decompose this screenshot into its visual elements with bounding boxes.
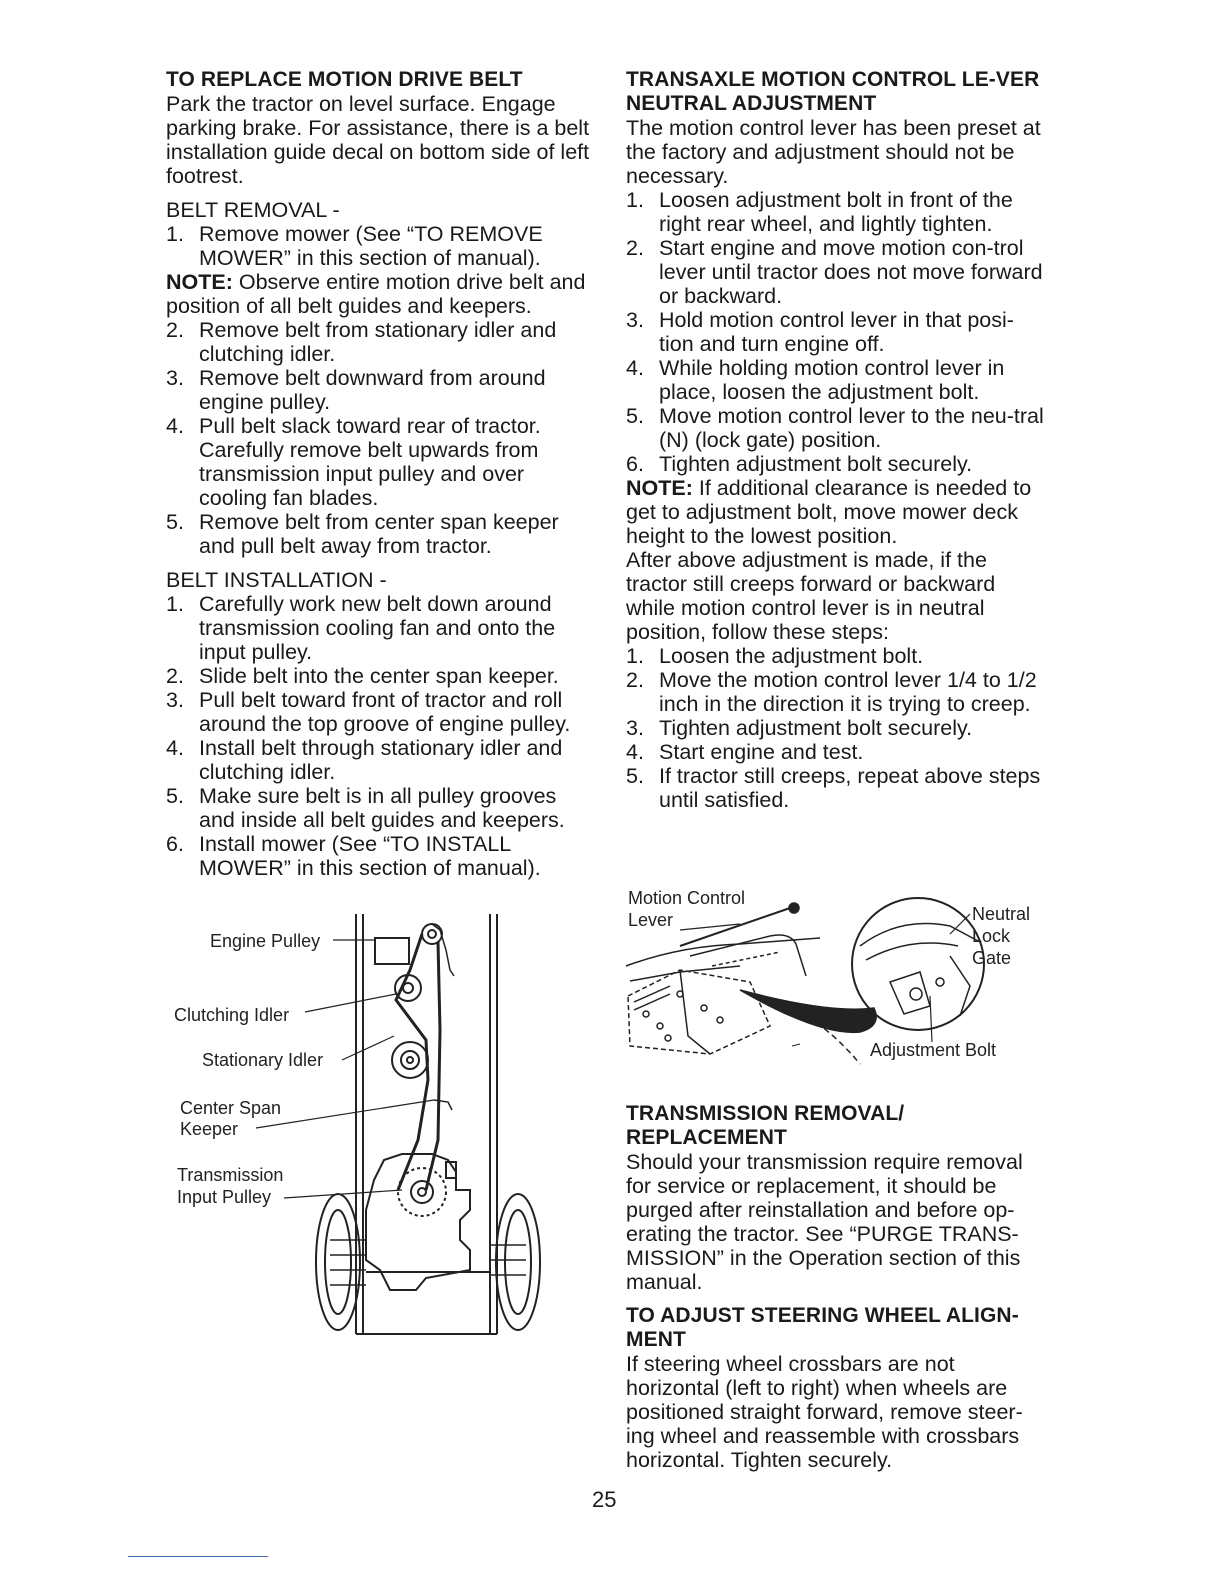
belt-intro: Park the tractor on level surface. Engage parking brake. For assistance, there is a belt installation guide decal on bottom side of left footrest. xyxy=(166,92,590,188)
divider xyxy=(128,1556,268,1557)
list-item: 3. Remove belt downward from around engine pulley. xyxy=(166,366,546,414)
transaxle-steps-2 xyxy=(626,644,1046,812)
belt-routing-figure xyxy=(170,910,550,1340)
label-center-span-1: Center Span xyxy=(180,1098,282,1118)
list-item: 1. Loosen adjustment bolt in front of the right rear wheel, and lightly tighten. xyxy=(626,188,1013,236)
transaxle-intro: The motion control lever has been preset at the factory and adjustment should not be necessary. xyxy=(626,116,1041,188)
steering-section-title: TO ADJUST STEERING WHEEL ALIGN-MENT xyxy=(626,1304,1019,1351)
transaxle-section-title: TRANSAXLE MOTION CONTROL LE-VER NEUTRAL ADJUSTMENT xyxy=(626,68,1040,115)
label-center-span-2: Keeper xyxy=(180,1119,239,1139)
transmission-section-title-1: TRANSMISSION REMOVAL/ xyxy=(626,1102,905,1125)
list-item: 6. Tighten adjustment bolt securely. xyxy=(626,452,973,476)
transmission-section-title-2: REPLACEMENT xyxy=(626,1126,787,1149)
note-text: If additional clearance is needed to get to adjustment bolt, move mower deck height to the lowest position. xyxy=(626,476,1032,548)
transaxle-after: After above adjustment is made, if the tractor still creeps forward or backward while motion control lever is in neutral position, follow these steps: xyxy=(626,548,996,644)
list-item: 1. Carefully work new belt down around transmission cooling fan and onto the input pulley. xyxy=(166,592,556,664)
list-item: 5. Move motion control lever to the neu-tral (N) (lock gate) position. xyxy=(626,404,1044,452)
label-motion-control-2: Lever xyxy=(628,910,674,930)
label-transmission-1: Transmission xyxy=(177,1165,284,1185)
list-item: 1. Loosen the adjustment bolt. xyxy=(626,644,924,668)
motion-control-figure xyxy=(620,886,1050,1066)
note-label: NOTE: xyxy=(166,270,233,294)
list-item: 1. Remove mower (See “TO REMOVE MOWER” in this section of manual). xyxy=(166,222,543,270)
label-neutral-1: Neutral xyxy=(972,904,1031,924)
note-text: Observe entire motion drive belt and position of all belt guides and keepers. xyxy=(166,270,586,318)
list-item: 4. Install belt through stationary idler and clutching idler. xyxy=(166,736,563,784)
note-label: NOTE: xyxy=(626,476,693,500)
list-item: 2. Slide belt into the center span keeper. xyxy=(166,664,559,688)
list-item: 6. Install mower (See “TO INSTALL MOWER” in this section of manual). xyxy=(166,832,541,880)
transmission-text: Should your transmission require removal for service or replacement, it should be purged after reinstallation and before op-erating the tractor. See “PURGE TRANS-MISSION” in the Operation section of this manual. xyxy=(626,1150,1023,1294)
belt-note xyxy=(166,270,596,318)
belt-install-heading: BELT INSTALLATION - xyxy=(166,568,387,592)
belt-removal-step1-list xyxy=(166,222,596,270)
list-item: 3. Tighten adjustment bolt securely. xyxy=(626,716,973,740)
label-neutral-3: Gate xyxy=(972,948,1012,968)
left-column xyxy=(166,68,596,880)
belt-section-title: TO REPLACE MOTION DRIVE BELT xyxy=(166,68,523,91)
belt-removal-heading: BELT REMOVAL - xyxy=(166,198,340,222)
label-transmission-2: Input Pulley xyxy=(177,1187,272,1207)
list-item: 2. Remove belt from stationary idler and clutching idler. xyxy=(166,318,557,366)
steering-text: If steering wheel crossbars are not horizontal (left to right) when wheels are positioned straight forward, remove steer-ing wheel and reassemble with crossbars horizontal. Tighten securely. xyxy=(626,1352,1023,1472)
list-item: 3. Hold motion control lever in that posi-tion and turn engine off. xyxy=(626,308,1014,356)
list-item: 5. Make sure belt is in all pulley grooves and inside all belt guides and keepers. xyxy=(166,784,565,832)
label-engine-pulley: Engine Pulley xyxy=(210,931,321,951)
transaxle-note xyxy=(626,476,1046,548)
list-item: 3. Pull belt toward front of tractor and roll around the top groove of engine pulley. xyxy=(166,688,571,736)
list-item: 4. Pull belt slack toward rear of tractor. Carefully remove belt upwards from transmission input pulley and over cooling fan blades. xyxy=(166,414,541,510)
page-number: 25 xyxy=(592,1487,617,1512)
belt-install-steps xyxy=(166,592,596,880)
label-motion-control-1: Motion Control xyxy=(628,888,746,908)
transaxle-steps xyxy=(626,188,1046,476)
label-adjustment-bolt: Adjustment Bolt xyxy=(870,1040,997,1060)
belt-removal-steps xyxy=(166,318,596,558)
right-column xyxy=(626,68,1046,812)
list-item: 4. Start engine and test. xyxy=(626,740,864,764)
list-item: 2. Start engine and move motion con-trol lever until tractor does not move forward or backward. xyxy=(626,236,1043,308)
label-stationary-idler: Stationary Idler xyxy=(202,1050,324,1070)
label-clutching-idler: Clutching Idler xyxy=(174,1005,290,1025)
list-item: 2. Move the motion control lever 1/4 to 1/2 inch in the direction it is trying to creep. xyxy=(626,668,1037,716)
right-lower-column xyxy=(626,1102,1046,1472)
label-neutral-2: Lock xyxy=(972,926,1011,946)
list-item: 5. If tractor still creeps, repeat above steps until satisfied. xyxy=(626,764,1041,812)
list-item: 4. While holding motion control lever in place, loosen the adjustment bolt. xyxy=(626,356,1005,404)
list-item: 5. Remove belt from center span keeper and pull belt away from tractor. xyxy=(166,510,559,558)
